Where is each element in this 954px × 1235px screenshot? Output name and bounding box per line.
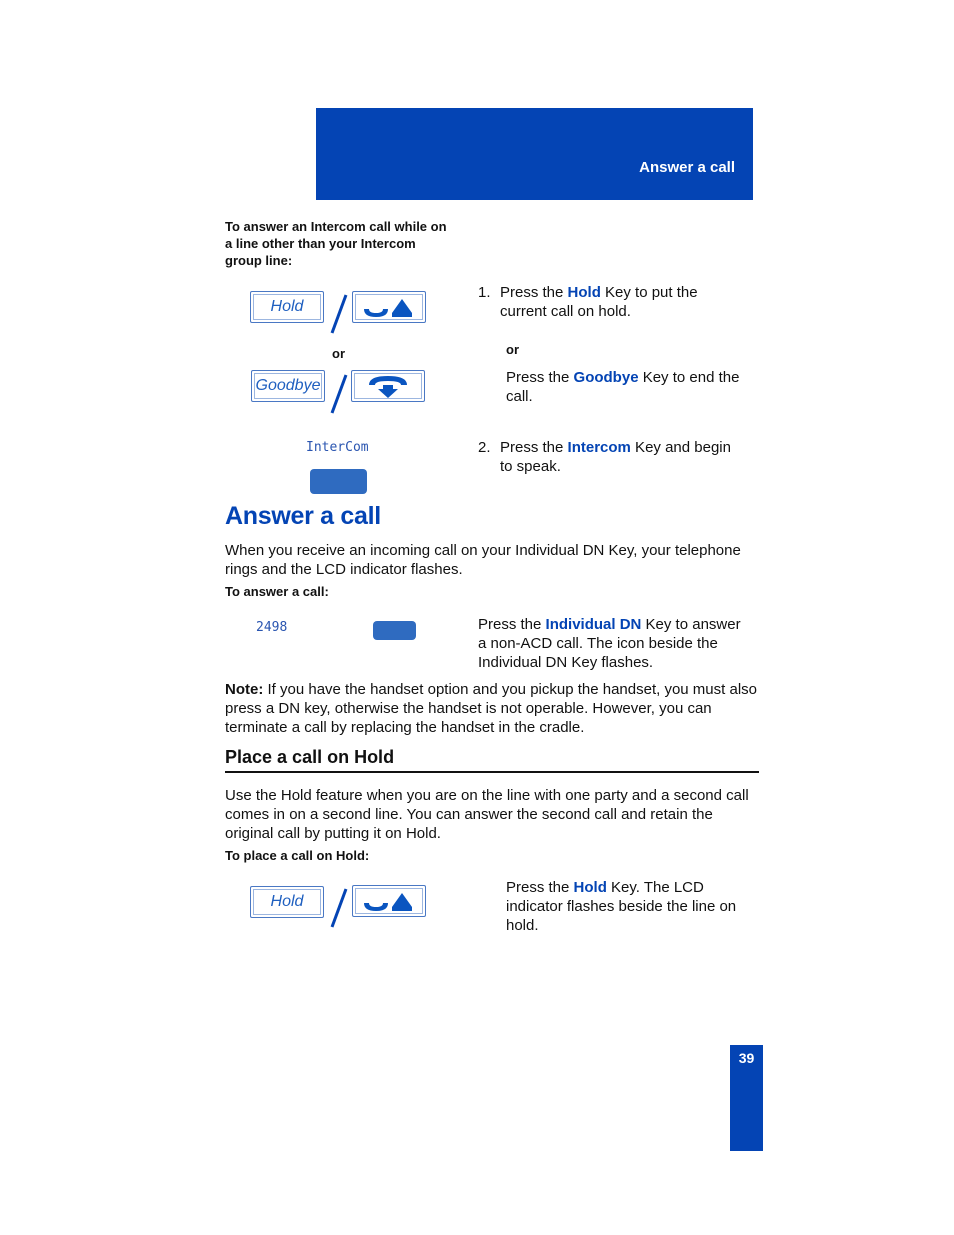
hold-instruction-key: Hold xyxy=(573,879,607,896)
hold-softkey[interactable] xyxy=(250,291,324,323)
step-alt-pre: Press the xyxy=(506,369,574,386)
release-handset-icon xyxy=(363,373,413,399)
slash-divider xyxy=(328,887,350,929)
hold-intro: Use the Hold feature when you are on the line with one party and a second call comes in on a second line. You can answer the second call and retain the original call by putting it on Hold. xyxy=(225,787,749,842)
hold-instruction-post: Key. The LCD indicator flashes beside the line on hold. xyxy=(506,879,737,934)
hold-handset-icon xyxy=(358,295,420,319)
answer-instruction xyxy=(478,615,753,672)
hold-icon-key[interactable] xyxy=(352,291,426,323)
step-alt xyxy=(506,368,766,406)
step-1-post: Key to put the current call on hold. xyxy=(500,284,698,320)
goodbye-softkey[interactable] xyxy=(251,370,325,402)
step-2-number: 2. xyxy=(478,439,491,456)
release-icon-key[interactable] xyxy=(351,370,425,402)
answer-intro: When you receive an incoming call on your Individual DN Key, your telephone rings and the LCD indicator flashes. xyxy=(225,542,741,578)
step-2 xyxy=(478,438,748,476)
slash-divider xyxy=(328,293,350,335)
dn-lcd-label: 2498 xyxy=(256,620,288,635)
step-2-post: Key and begin to speak. xyxy=(500,439,731,475)
step-1-number: 1. xyxy=(478,284,491,301)
header-title: Answer a call xyxy=(639,159,735,176)
note-label: Note: xyxy=(225,681,264,698)
goodbye-softkey-label: Goodbye xyxy=(255,377,321,394)
note-text: If you have the handset option and you pickup the handset, you must also press a DN key, otherwise the handset is not operable. However, you can terminate a call by replacing the handset in the cradle. xyxy=(225,681,757,736)
note-paragraph xyxy=(225,680,760,737)
hold-softkey-2-label: Hold xyxy=(270,893,304,910)
answer-instruction-pre: Press the xyxy=(478,616,546,633)
step-1-key: Hold xyxy=(567,284,601,301)
page-tab xyxy=(730,1045,763,1151)
or-label-right: or xyxy=(506,342,519,357)
section-title-answer: Answer a call xyxy=(225,502,381,530)
slash-divider xyxy=(328,373,350,415)
header-band xyxy=(316,108,753,200)
individual-dn-key-button[interactable] xyxy=(373,621,416,640)
step-alt-key: Goodbye xyxy=(573,369,639,386)
answer-instruction-post: Key to answer a non-ACD call. The icon beside the Individual DN Key flashes. xyxy=(478,616,741,671)
step-2-pre: Press the xyxy=(500,439,568,456)
hold-icon-key-2[interactable] xyxy=(352,885,426,917)
hold-subhead: To place a call on Hold: xyxy=(225,848,370,863)
hold-softkey-2[interactable] xyxy=(250,886,324,918)
section-title-hold: Place a call on Hold xyxy=(225,747,395,767)
hold-instruction xyxy=(506,878,761,935)
step-1-pre: Press the xyxy=(500,284,568,301)
step-alt-post: Key to end the call. xyxy=(506,369,740,405)
answer-instruction-key: Individual DN xyxy=(545,616,642,633)
hold-handset-icon xyxy=(358,889,420,913)
intercom-intro: To answer an Intercom call while on a line other than your Intercom group line: xyxy=(225,219,447,268)
hold-instruction-pre: Press the xyxy=(506,879,574,896)
answer-subhead: To answer a call: xyxy=(225,584,329,599)
intercom-key-button[interactable] xyxy=(310,469,367,494)
or-label-left: or xyxy=(332,346,345,361)
intercom-lcd-label: InterCom xyxy=(306,440,369,455)
section-rule xyxy=(225,771,759,773)
hold-softkey-label: Hold xyxy=(270,298,304,315)
page-number: 39 xyxy=(738,1050,755,1066)
step-2-key: Intercom xyxy=(567,439,631,456)
step-1 xyxy=(478,283,738,321)
